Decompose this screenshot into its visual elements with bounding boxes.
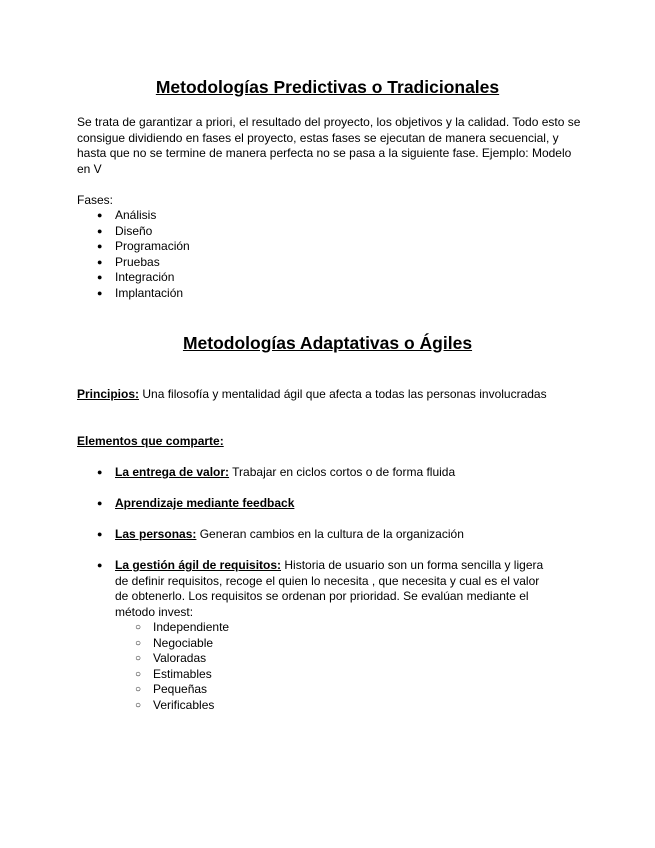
circle-bullet-icon: ○ xyxy=(135,669,142,680)
circle-bullet-icon: ○ xyxy=(135,638,142,649)
list-item: ○ Estimables xyxy=(135,667,212,681)
list-item: ● Análisis xyxy=(97,208,157,222)
principles-label: Principios: xyxy=(77,387,140,401)
bullet-icon: ● xyxy=(97,529,103,539)
list-item: ● Pruebas xyxy=(97,255,160,269)
circle-bullet-icon: ○ xyxy=(135,653,142,664)
section1-title: Metodologías Predictivas o Tradicionales xyxy=(155,77,500,97)
principles-text: Una filosofía y mentalidad ágil que afecta a todas las personas involucradas xyxy=(139,387,547,401)
bullet-icon: ● xyxy=(97,467,103,477)
bullet-icon: ● xyxy=(97,226,103,236)
bullet-icon: ● xyxy=(97,288,103,298)
section2-title: Metodologías Adaptativas o Ágiles xyxy=(182,333,473,353)
list-item: ○ Pequeñas xyxy=(135,682,208,696)
bullet-icon: ● xyxy=(97,498,103,508)
list-item: ○ Negociable xyxy=(135,636,214,650)
list-item: ● Diseño xyxy=(97,224,153,238)
elements-label: Elementos que comparte: xyxy=(77,434,224,448)
list-item: ● Aprendizaje mediante feedback xyxy=(97,496,295,510)
circle-bullet-icon: ○ xyxy=(135,684,142,695)
list-item: ● La entrega de valor: Trabajar en ciclos cortos o de forma fluida xyxy=(97,465,456,479)
bullet-icon: ● xyxy=(97,560,103,570)
circle-bullet-icon: ○ xyxy=(135,700,142,711)
list-item: ● Las personas: Generan cambios en la cultura de la organización xyxy=(97,527,464,541)
list-item: ● Integración xyxy=(97,270,175,284)
bullet-icon: ● xyxy=(97,210,103,220)
list-item: ● Programación xyxy=(97,239,190,253)
list-item: ● La gestión ágil de requisitos: Historia de usuario son un forma sencilla y ligera de definir requisitos, recoge el quien lo necesita , que necesita y cual es el valor de obtenerlo. Los requisitos se ordenan por prioridad. Se evalúan mediante el método invest: xyxy=(97,558,544,619)
bullet-icon: ● xyxy=(97,272,103,282)
bullet-icon: ● xyxy=(97,257,103,267)
circle-bullet-icon: ○ xyxy=(135,622,142,633)
bullet-icon: ● xyxy=(97,241,103,251)
principles-paragraph xyxy=(77,387,582,403)
list-item: ● Implantación xyxy=(97,286,184,300)
section1-paragraph: Se trata de garantizar a priori, el resultado del proyecto, los objetivos y la calidad. Todo esto se consigue dividiendo en fases el proyecto, estas fases se ejecutan de manera secuencial, y hasta que no se termine de manera perfecta no se pasa a la siguiente fase. Ejemplo: Modelo en V xyxy=(77,115,581,176)
list-item: ○ Valoradas xyxy=(135,651,207,665)
list-item: ○ Verificables xyxy=(135,698,215,712)
list-item: ○ Independiente xyxy=(135,620,230,634)
phases-label: Fases: xyxy=(77,193,114,207)
